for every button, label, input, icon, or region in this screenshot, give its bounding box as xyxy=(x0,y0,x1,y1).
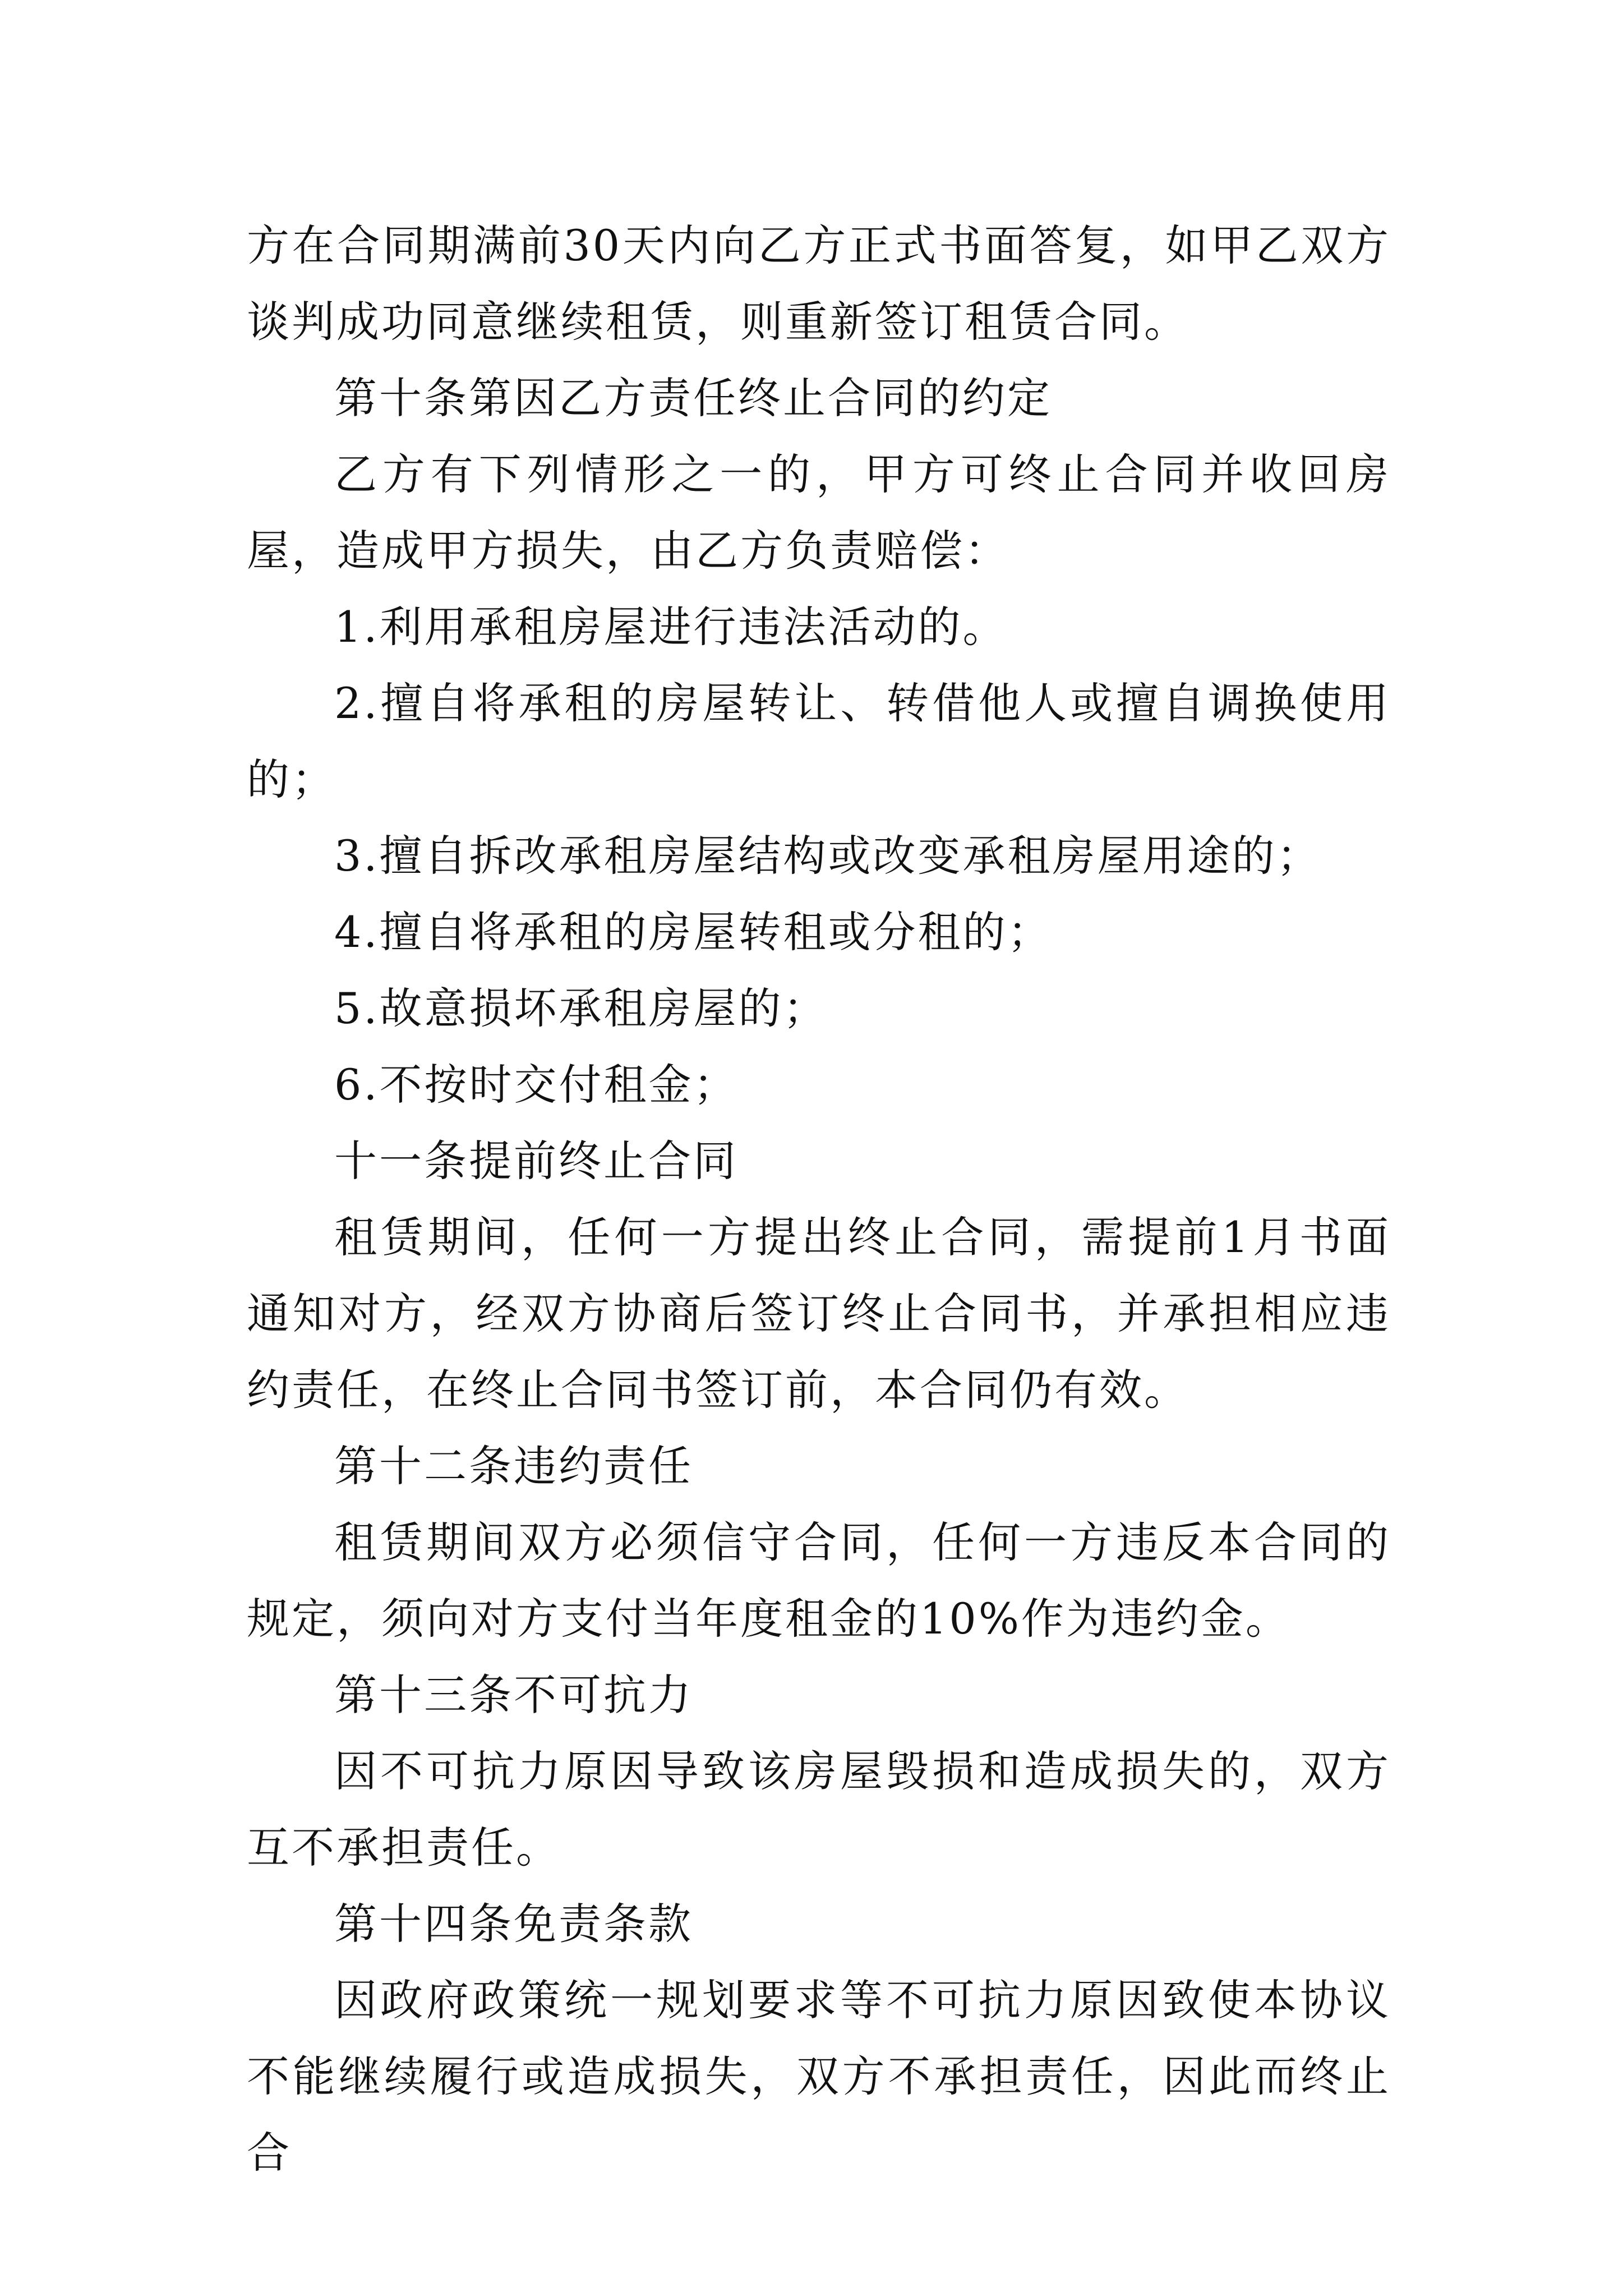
list-item-1: 1.利用承租房屋进行违法活动的。 xyxy=(334,602,1008,652)
list-item-4: 4.擅自将承租的房屋转租或分租的； xyxy=(334,907,1053,957)
section-heading-13: 第十三条不可抗力 xyxy=(334,1670,693,1720)
paragraph-termination-conditions: 乙方有下列情形之一的，甲方可终止合同并收回房屋，造成甲方损失，由乙方负责赔偿： xyxy=(247,449,1391,576)
section-heading-14: 第十四条免责条款 xyxy=(334,1899,693,1949)
list-item-3: 3.擅自拆改承租房屋结构或改变承租房屋用途的； xyxy=(334,831,1322,881)
list-item-6: 6.不按时交付租金； xyxy=(334,1060,739,1110)
paragraph-breach-liability: 租赁期间双方必须信守合同，任何一方违反本合同的规定，须向对方支付当年度租金的10%作为违约金。 xyxy=(247,1517,1391,1644)
section-heading-11: 十一条提前终止合同 xyxy=(334,1136,738,1186)
paragraph-continuation: 方在合同期满前30天内向乙方正式书面答复，如甲乙双方谈判成功同意继续租赁，则重新签订租赁合同。 xyxy=(247,220,1391,347)
list-item-2: 2.擅自将承租的房屋转让、转借他人或擅自调换使用的； xyxy=(247,678,1391,804)
paragraph-force-majeure: 因不可抗力原因导致该房屋毁损和造成损失的，双方互不承担责任。 xyxy=(247,1746,1391,1872)
section-heading-12: 第十二条违约责任 xyxy=(334,1441,693,1491)
paragraph-exemption: 因政府政策统一规划要求等不可抗力原因致使本协议不能继续履行或造成损失，双方不承担责任，因此而终止合 xyxy=(247,1975,1391,2178)
section-heading-10: 第十条第因乙方责任终止合同的约定 xyxy=(334,373,1052,423)
list-item-5: 5.故意损坏承租房屋的； xyxy=(334,983,828,1033)
paragraph-early-termination: 租赁期间，任何一方提出终止合同，需提前1月书面通知对方，经双方协商后签订终止合同书，并承担相应违约责任，在终止合同书签订前，本合同仍有效。 xyxy=(247,1212,1391,1415)
document-body xyxy=(247,208,1391,2191)
